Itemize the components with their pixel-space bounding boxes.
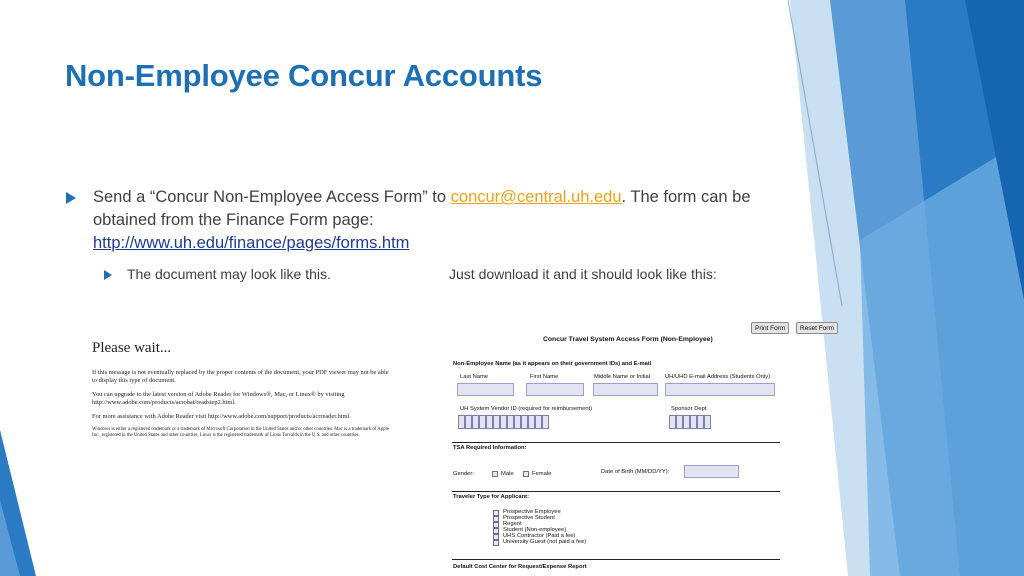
dob-label: Date of Birth (MM/DD/YY): xyxy=(601,469,670,475)
sub-bullet-text: The document may look like this. xyxy=(127,266,331,282)
last-name-label: Last Name xyxy=(460,374,489,380)
first-name-field[interactable] xyxy=(526,383,584,396)
bullet-middle: . The form can be obtained from the Finance Form page: xyxy=(93,188,751,229)
form-title: Concur Travel System Access Form (Non-Employee) xyxy=(543,336,713,343)
sub-bullet-arrow-icon xyxy=(104,270,112,280)
male-label: Male xyxy=(501,471,514,477)
traveler-type-label: University Guest (not paid a fee) xyxy=(503,539,587,545)
middle-name-field[interactable] xyxy=(593,383,658,396)
divider xyxy=(452,491,780,492)
sponsor-dept-label: Sponsor Dept xyxy=(671,406,707,412)
print-form-button[interactable]: Print Form xyxy=(751,322,789,334)
reset-form-button[interactable]: Reset Form xyxy=(796,322,838,334)
email-label: UH/UHD E-mail Address (Students Only) xyxy=(665,374,771,380)
middle-name-label: Middle Name or Initial xyxy=(594,374,651,380)
last-name-field[interactable] xyxy=(457,383,514,396)
cost-center-heading: Default Cost Center for Request/Expense Report xyxy=(453,564,587,570)
bullet-arrow-icon xyxy=(66,192,76,204)
bullet-prefix: Send a “Concur Non-Employee Access Form” to xyxy=(93,188,451,206)
email-field[interactable] xyxy=(665,383,775,396)
traveler-type-checkbox[interactable] xyxy=(493,540,499,546)
pdf-please-wait-screenshot xyxy=(92,340,392,444)
female-checkbox[interactable] xyxy=(523,471,529,477)
male-checkbox[interactable] xyxy=(492,471,498,477)
wait-paragraph: For more assistance with Adobe Reader visit http://www.adobe.com/support/products/acrreader.html. xyxy=(92,413,351,420)
wait-trademark-note: Windows is either a registered trademark or a trademark of Microsoft Corporation in the United States and/or other countries. Mac is a trademark of Apple Inc., registered in the United States and other countries. Linux is the registered trademark of Linus Torvalds in the U.S. and other countries. xyxy=(92,427,389,438)
gender-label: Gender: xyxy=(453,471,474,477)
traveler-type-label: Prospective Student xyxy=(503,515,555,521)
dob-field[interactable] xyxy=(684,465,739,478)
sub-note-text: Just download it and it should look like this: xyxy=(449,266,717,282)
bullet-text xyxy=(93,186,793,255)
page-title: Non-Employee Concur Accounts xyxy=(65,58,543,93)
wait-paragraph: If this message is not eventually replaced by the proper contents of the document, your PDF viewer may not be able to display this type of document. xyxy=(92,369,389,384)
divider xyxy=(452,559,780,560)
traveler-type-label: Regent xyxy=(503,521,522,527)
tsa-heading: TSA Required Information: xyxy=(453,445,527,451)
vendor-id-digits[interactable] xyxy=(458,415,549,429)
name-section-heading: Non-Employee Name (as it appears on their government IDs) and E-mail xyxy=(453,361,652,367)
vendor-id-label: UH System Vendor ID (required for reimbursement) xyxy=(460,406,593,412)
wait-heading: Please wait... xyxy=(92,340,172,356)
email-link[interactable]: concur@central.uh.edu xyxy=(450,188,622,206)
first-name-label: First Name xyxy=(530,374,559,380)
forms-url-link[interactable]: http://www.uh.edu/finance/pages/forms.htm xyxy=(93,234,410,252)
access-form-screenshot xyxy=(449,320,841,576)
traveler-type-label: Student (Non-employee) xyxy=(503,527,567,533)
female-label: Female xyxy=(532,471,552,477)
traveler-type-label: UHS Contractor (Paid a fee) xyxy=(503,533,576,539)
wait-paragraph: You can upgrade to the latest version of Adobe Reader for Windows®, Mac, or Linux® by visiting http://www.adobe.com/products/acrobat/readstep2.html. xyxy=(92,391,345,406)
traveler-type-label: Prospective Employee xyxy=(503,509,561,515)
traveler-type-heading: Traveler Type for Applicant: xyxy=(453,494,530,500)
sponsor-dept-digits[interactable] xyxy=(669,415,711,429)
divider xyxy=(452,442,780,443)
